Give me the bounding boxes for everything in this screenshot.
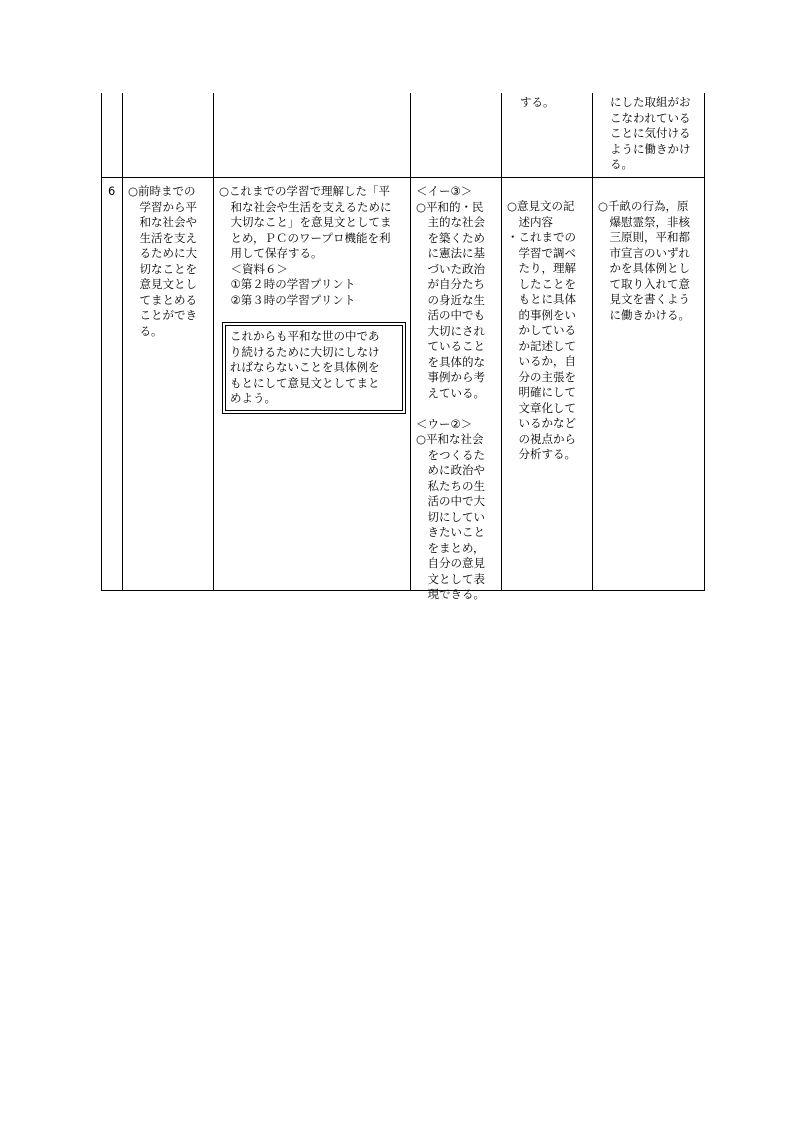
support-continued-text: にした取組がお こなわれている ことに気付ける ように働きかけ る。 bbox=[610, 95, 691, 171]
column-divider-4 bbox=[501, 93, 502, 590]
learning-goal: ○前時までの 学習から平 和な社会や 生活を支え るために大 切なことを 意見文とし てまとめる ことができ る。 bbox=[128, 184, 197, 338]
column-divider-3 bbox=[410, 93, 411, 590]
table-border-left bbox=[101, 93, 102, 590]
column-divider-5 bbox=[592, 93, 593, 590]
table-border-bottom bbox=[101, 590, 705, 591]
evaluation-continued-text: する。 bbox=[520, 95, 555, 109]
teacher-support: ○千畝の行為，原 爆慰霊祭，非核 三原則，平和都 市宣言のいずれ かを具体例とし て取り入れて意 見文を書くよう に働きかける。 bbox=[598, 199, 690, 322]
hour-number: 6 bbox=[108, 184, 116, 198]
evaluation-method: ○意見文の記 述内容 ・これまでの 学習で調べ たり，理解 したことを もとに具体 的事例をい かしている か記述して いるか，自 分の主張を 明確にして 文章化して いるかなど の視点から 分析する。 bbox=[507, 199, 576, 461]
learning-activity: ○これまでの学習で理解した「平 和な社会や生活を支えるために 大切なこと」を意見文としてま とめ，ＰＣのワープロ機能を利 用して保存する。 ＜資料６＞ ①第２時の学習プリント ②第３時の学習プリント bbox=[219, 184, 392, 307]
task-prompt-text: これからも平和な世の中であ り続けるために大切にしなけ ればならないことを具体例を もとにして意見文としてまと めよう。 bbox=[225, 325, 403, 411]
column-divider-2 bbox=[213, 93, 214, 590]
column-divider-1 bbox=[122, 93, 123, 590]
row-divider bbox=[101, 177, 705, 178]
task-prompt-box bbox=[222, 322, 406, 414]
table-border-right bbox=[704, 93, 705, 590]
evaluation-criteria: ＜イー③＞ ○平和的・民 主的な社会 を築くため に憲法に基 づいた政治 が自分たち の身近な生 活の中でも 大切にされ ていること を具体的な 事例から考 えている。 ＜ウー②＞ ○平和な社会 をつくるた めに政治や 私たちの生 活の中で大 切にしてい きたいこと をまとめ， 自分の意見 文として表 現できる。 bbox=[416, 184, 485, 601]
